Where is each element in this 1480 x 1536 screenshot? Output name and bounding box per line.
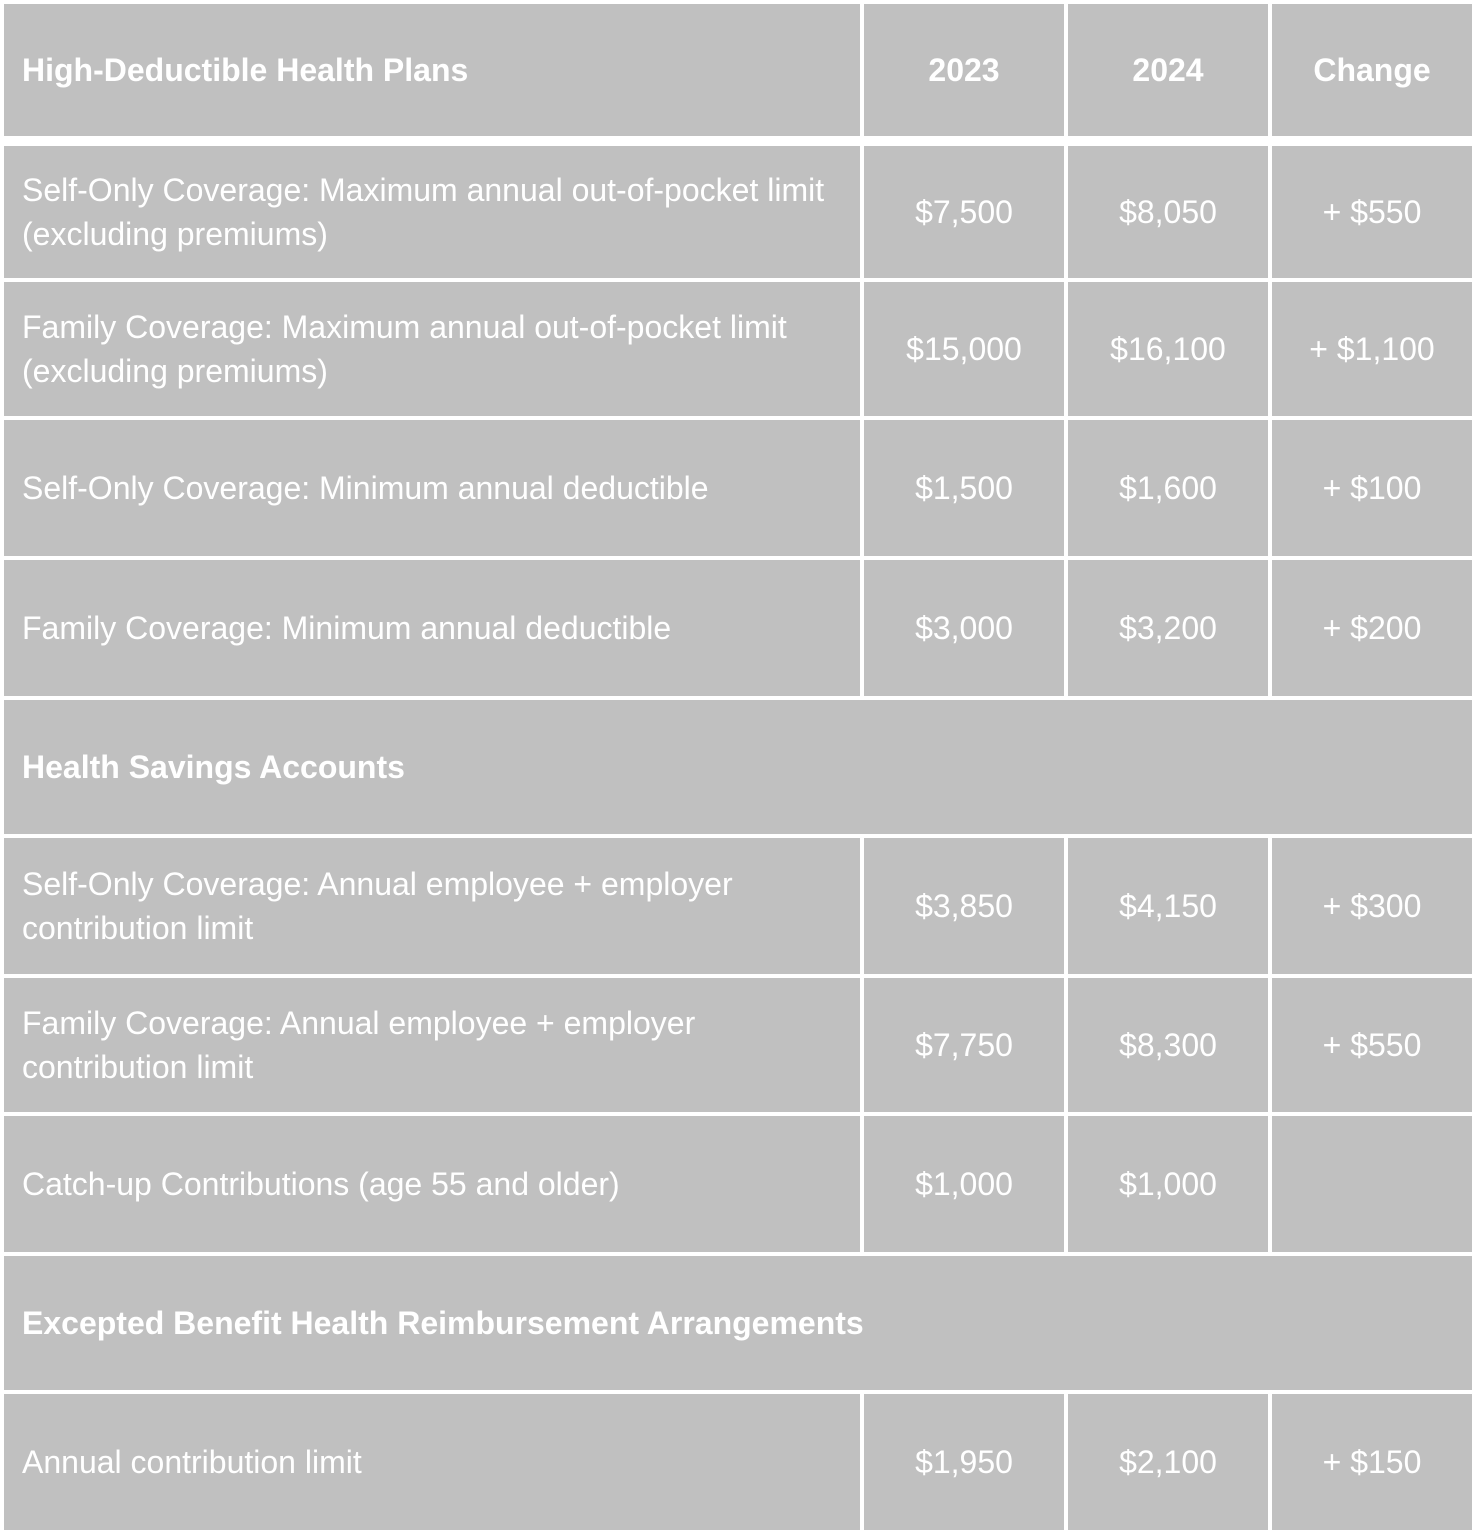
cell-2024: $3,200: [1068, 560, 1268, 696]
section-title-ebhra: Excepted Benefit Health Reimbursement Arrangements: [4, 1256, 1472, 1390]
cell-2024: $2,100: [1068, 1394, 1268, 1530]
header-title: High-Deductible Health Plans: [4, 4, 860, 136]
cell-2024: $4,150: [1068, 838, 1268, 974]
cell-2023: $1,500: [864, 420, 1064, 556]
cell-change: + $200: [1272, 560, 1472, 696]
row-label: Family Coverage: Annual employee + employer contribution limit: [4, 978, 860, 1112]
section-title-hsa: Health Savings Accounts: [4, 700, 1472, 834]
cell-2024: $16,100: [1068, 282, 1268, 416]
cell-2024: $8,050: [1068, 146, 1268, 278]
cell-2023: $7,500: [864, 146, 1064, 278]
cell-2023: $1,950: [864, 1394, 1064, 1530]
row-label: Self-Only Coverage: Minimum annual deductible: [4, 420, 860, 556]
row-label: Family Coverage: Minimum annual deductible: [4, 560, 860, 696]
cell-change: [1272, 1116, 1472, 1252]
cell-2023: $3,850: [864, 838, 1064, 974]
cell-2023: $15,000: [864, 282, 1064, 416]
row-label: Self-Only Coverage: Annual employee + employer contribution limit: [4, 838, 860, 974]
cell-change: + $1,100: [1272, 282, 1472, 416]
cell-2023: $7,750: [864, 978, 1064, 1112]
cell-change: + $550: [1272, 146, 1472, 278]
cell-2024: $1,000: [1068, 1116, 1268, 1252]
header-2024: 2024: [1068, 4, 1268, 136]
row-label: Self-Only Coverage: Maximum annual out-of-pocket limit (excluding premiums): [4, 146, 860, 278]
cell-change: + $100: [1272, 420, 1472, 556]
cell-2024: $1,600: [1068, 420, 1268, 556]
cell-2024: $8,300: [1068, 978, 1268, 1112]
cell-change: + $150: [1272, 1394, 1472, 1530]
row-label: Catch-up Contributions (age 55 and older): [4, 1116, 860, 1252]
cell-change: + $300: [1272, 838, 1472, 974]
row-label: Family Coverage: Maximum annual out-of-pocket limit (excluding premiums): [4, 282, 860, 416]
header-2023: 2023: [864, 4, 1064, 136]
row-label: Annual contribution limit: [4, 1394, 860, 1530]
cell-2023: $3,000: [864, 560, 1064, 696]
cell-2023: $1,000: [864, 1116, 1064, 1252]
header-change: Change: [1272, 4, 1472, 136]
cell-change: + $550: [1272, 978, 1472, 1112]
